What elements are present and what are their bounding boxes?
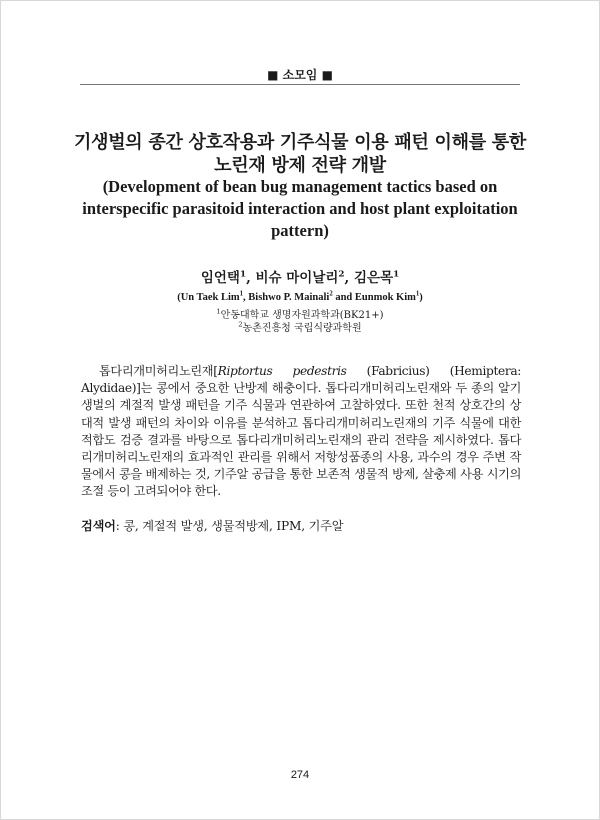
english-authors [60, 292, 540, 303]
author-affil-mark: 2 [338, 269, 345, 280]
affiliation-text: 안동대학교 생명자원과학과(BK21+) [220, 310, 384, 321]
korean-title [60, 131, 540, 177]
section-divider [80, 84, 520, 85]
korean-title-line-1: 기생벌의 종간 상호작용과 기주식물 이용 패턴 이해를 통한 [74, 132, 526, 153]
author-affil-mark: 1 [239, 269, 247, 280]
korean-authors [60, 266, 540, 286]
paren-open: ( [177, 292, 181, 303]
keywords [81, 517, 521, 534]
author-separator: , [246, 270, 256, 286]
affiliation-text: 농촌진흥청 국립식량과학원 [242, 323, 362, 334]
author-name-en: Eunmok Kim [354, 292, 416, 303]
affiliation-mark: 2 [238, 320, 243, 329]
author-name-en: Un Taek Lim [180, 292, 240, 303]
keywords-label: 검색어 [81, 519, 116, 533]
keywords-text: : 콩, 계절적 발생, 생물적방제, IPM, 기주알 [115, 519, 344, 533]
korean-title-line-2: 노린재 방제 전략 개발 [214, 155, 386, 176]
page-number: 274 [290, 769, 310, 781]
affiliation-2 [60, 319, 540, 334]
author-affil-mark: 1 [239, 290, 244, 298]
author-separator: and [332, 292, 355, 303]
author-affil-mark: 1 [415, 290, 420, 298]
author-separator: , [243, 292, 249, 303]
author-separator: , [344, 270, 354, 286]
paren-close: ) [419, 292, 423, 303]
english-title: (Development of bean bug management tactics based on interspecific parasitoid interaction and host plant exploitation pattern) [82, 177, 518, 240]
author-name: 비슈 마이날리 [255, 270, 339, 286]
author-name: 임언택 [200, 270, 240, 286]
species-name: Riptortus pedestris [217, 364, 347, 378]
author-name-en: Bishwo P. Mainali [248, 292, 330, 303]
abstract-body: (Fabricius) (Hemiptera: Alydidae)]는 콩에서 중요한 난방제 해충이다. 톱다리개미허리노린재와 두 종의 알기생벌의 계절적 발생 패턴을 기주 식물과 연관하여 고찰하였다. 또한 천적 상호간의 상대적 발생 패턴의 차이와 이유를 분석하고 톱다리개미허리노린재의 기주 식물에 대한 적합도 검증 결과를 바탕으로 톱다리개미허리노린재의 관리 전략을 제시하였다. 톱다리개미허리노린재의 효과적인 관리를 위해서 저항성품종의 사용, 과수의 경우 주변 작물에서 콩을 배제하는 것, 기주알 공급을 통한 보존적 생물적 방제, 살충제 사용 시기의 조절 등이 고려되어야 한다. [81, 364, 522, 499]
abstract-paragraph [81, 363, 521, 501]
author-affil-mark: 2 [329, 290, 333, 298]
author-name: 김은목 [353, 270, 394, 286]
abstract-lead: 톱다리개미허리노린재[ [99, 364, 218, 378]
section-label: ■ 소모임 ■ [267, 68, 333, 82]
affiliation-mark: 1 [216, 307, 221, 316]
author-affil-mark: 1 [393, 269, 400, 280]
